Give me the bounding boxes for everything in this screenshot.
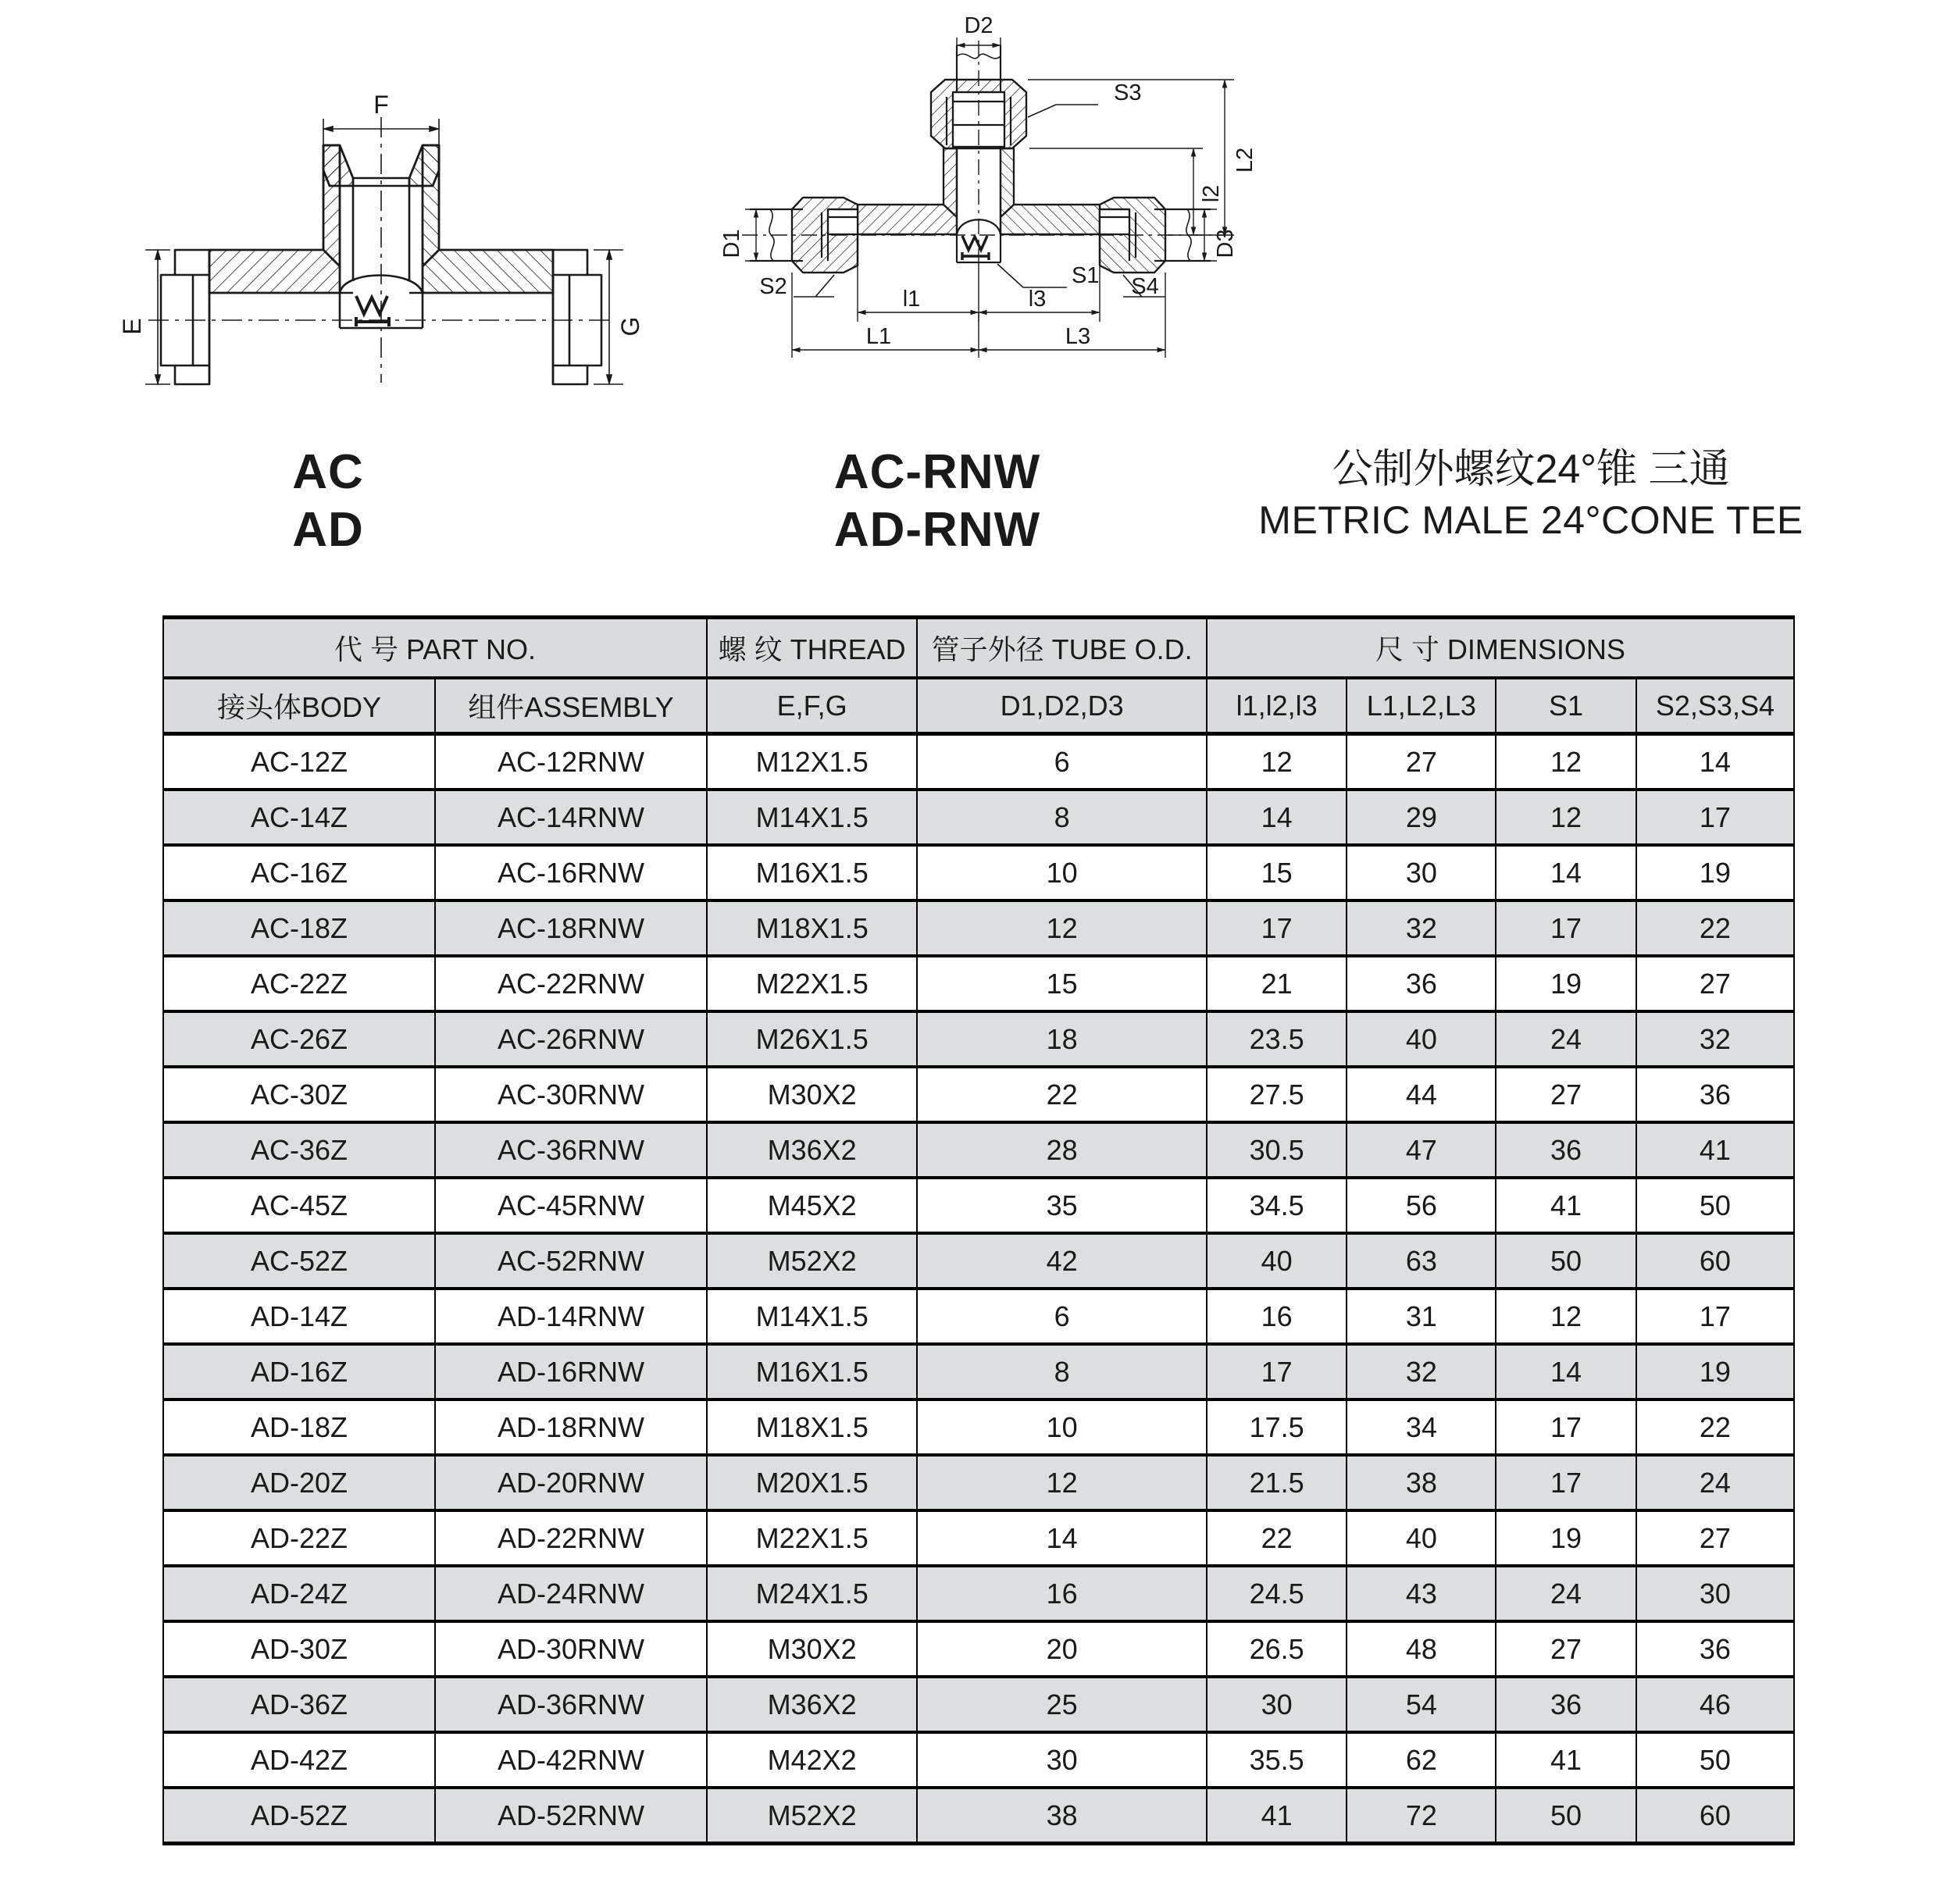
cell-s234: 17 (1636, 790, 1794, 845)
table-row (163, 956, 1794, 1011)
col-header-L1L2L3: L1,L2,L3 (1347, 678, 1496, 734)
cell-l-small: 15 (1207, 845, 1347, 900)
cell-tube-od: 10 (917, 1399, 1206, 1455)
cell-s1: 41 (1496, 1732, 1636, 1788)
cell-l-small: 24.5 (1207, 1566, 1347, 1621)
cell-thread: M52X2 (707, 1788, 917, 1844)
spec-table-body (163, 734, 1794, 1844)
spec-table-head (163, 618, 1794, 734)
col-header-efg: E,F,G (707, 678, 917, 734)
cell-l-small: 34.5 (1207, 1178, 1347, 1233)
cell-s234: 36 (1636, 1621, 1794, 1677)
cell-assembly: AC-12RNW (435, 734, 707, 790)
cell-l-big: 48 (1347, 1621, 1496, 1677)
cell-assembly: AD-30RNW (435, 1621, 707, 1677)
col-header-l1l2l3-small: l1,l2,l3 (1207, 678, 1347, 734)
column-header-row (163, 678, 1794, 734)
cell-tube-od: 6 (917, 1289, 1206, 1344)
table-row (163, 1788, 1794, 1844)
cell-body: AC-36Z (163, 1122, 435, 1178)
cell-s234: 22 (1636, 900, 1794, 956)
cell-l-big: 34 (1347, 1399, 1496, 1455)
cell-body: AD-30Z (163, 1621, 435, 1677)
cell-s1: 17 (1496, 1455, 1636, 1510)
cell-l-big: 47 (1347, 1122, 1496, 1178)
cell-body: AD-24Z (163, 1566, 435, 1621)
cell-assembly: AD-36RNW (435, 1677, 707, 1732)
cell-tube-od: 35 (917, 1178, 1206, 1233)
group-header-tube-od: 管子外径 TUBE O.D. (917, 618, 1206, 679)
cell-s1: 50 (1496, 1233, 1636, 1289)
cell-l-small: 27.5 (1207, 1067, 1347, 1122)
cell-s1: 50 (1496, 1788, 1636, 1844)
cell-body: AC-52Z (163, 1233, 435, 1289)
col-header-s2s3s4: S2,S3,S4 (1636, 678, 1794, 734)
cell-assembly: AC-52RNW (435, 1233, 707, 1289)
cell-s1: 12 (1496, 1289, 1636, 1344)
cell-thread: M36X2 (707, 1122, 917, 1178)
cell-l-big: 38 (1347, 1455, 1496, 1510)
cell-l-small: 40 (1207, 1233, 1347, 1289)
cell-l-big: 63 (1347, 1233, 1496, 1289)
group-header-dimensions: 尺 寸 DIMENSIONS (1207, 618, 1794, 679)
product-title (1218, 444, 1843, 545)
table-row (163, 1289, 1794, 1344)
cell-body: AC-26Z (163, 1011, 435, 1067)
cell-thread: M18X1.5 (707, 1399, 917, 1455)
cell-thread: M14X1.5 (707, 1289, 917, 1344)
cell-l-small: 17.5 (1207, 1399, 1347, 1455)
cell-l-small: 21 (1207, 956, 1347, 1011)
cell-s234: 41 (1636, 1122, 1794, 1178)
dim-label-s4: S4 (1131, 274, 1159, 299)
cell-l-big: 43 (1347, 1566, 1496, 1621)
table-row (163, 1677, 1794, 1732)
drawing-ac-ad-body (117, 0, 680, 437)
cell-l-small: 21.5 (1207, 1455, 1347, 1510)
cell-body: AC-22Z (163, 956, 435, 1011)
cell-s234: 17 (1636, 1289, 1794, 1344)
cell-assembly: AD-20RNW (435, 1455, 707, 1510)
cell-thread: M42X2 (707, 1732, 917, 1788)
cell-body: AD-22Z (163, 1510, 435, 1566)
table-row (163, 790, 1794, 845)
cell-l-small: 30.5 (1207, 1122, 1347, 1178)
cell-l-big: 54 (1347, 1677, 1496, 1732)
cell-s1: 36 (1496, 1677, 1636, 1732)
dim-label-g: G (616, 316, 644, 337)
cell-l-big: 30 (1347, 845, 1496, 900)
cell-assembly: AD-14RNW (435, 1289, 707, 1344)
cell-s1: 19 (1496, 956, 1636, 1011)
cell-l-big: 32 (1347, 1344, 1496, 1399)
technical-drawings (0, 0, 1937, 437)
cell-l-big: 40 (1347, 1011, 1496, 1067)
dim-label-l3: l3 (1028, 287, 1047, 312)
table-row (163, 1011, 1794, 1067)
table-row (163, 1233, 1794, 1289)
cell-thread: M30X2 (707, 1067, 917, 1122)
cell-tube-od: 12 (917, 1455, 1206, 1510)
dim-label-L3: L3 (1065, 324, 1091, 349)
cell-assembly: AC-36RNW (435, 1122, 707, 1178)
spec-table (162, 615, 1795, 1845)
dim-label-l2: l2 (1199, 184, 1224, 203)
cell-thread: M20X1.5 (707, 1455, 917, 1510)
cell-assembly: AC-18RNW (435, 900, 707, 956)
table-row (163, 1344, 1794, 1399)
cell-thread: M16X1.5 (707, 845, 917, 900)
cell-body: AD-14Z (163, 1289, 435, 1344)
cell-s234: 14 (1636, 734, 1794, 790)
cell-body: AC-12Z (163, 734, 435, 790)
group-header-thread: 螺 纹 THREAD (707, 618, 917, 679)
cell-tube-od: 30 (917, 1732, 1206, 1788)
cell-s1: 36 (1496, 1122, 1636, 1178)
cell-thread: M22X1.5 (707, 1510, 917, 1566)
cell-thread: M45X2 (707, 1178, 917, 1233)
cell-body: AD-18Z (163, 1399, 435, 1455)
cell-assembly: AD-42RNW (435, 1732, 707, 1788)
cell-tube-od: 10 (917, 845, 1206, 900)
caption-ad-rnw: AD-RNW (833, 503, 1041, 557)
product-title-en: METRIC MALE 24°CONE TEE (1258, 498, 1803, 542)
cell-s1: 27 (1496, 1067, 1636, 1122)
caption-ad: AD (292, 503, 364, 557)
cell-tube-od: 22 (917, 1067, 1206, 1122)
cell-l-big: 44 (1347, 1067, 1496, 1122)
product-title-cn: 公制外螺纹24°锥 三通 (1332, 447, 1730, 492)
cell-tube-od: 25 (917, 1677, 1206, 1732)
cell-assembly: AD-22RNW (435, 1510, 707, 1566)
cell-s234: 30 (1636, 1566, 1794, 1621)
cell-l-big: 32 (1347, 900, 1496, 956)
cell-tube-od: 8 (917, 1344, 1206, 1399)
cell-assembly: AC-30RNW (435, 1067, 707, 1122)
cell-s234: 60 (1636, 1233, 1794, 1289)
cell-tube-od: 6 (917, 734, 1206, 790)
table-row (163, 1566, 1794, 1621)
cell-body: AD-20Z (163, 1455, 435, 1510)
cell-s234: 27 (1636, 956, 1794, 1011)
cell-l-big: 29 (1347, 790, 1496, 845)
cell-s234: 24 (1636, 1455, 1794, 1510)
cell-body: AC-45Z (163, 1178, 435, 1233)
table-row (163, 1178, 1794, 1233)
cell-assembly: AD-16RNW (435, 1344, 707, 1399)
cell-thread: M14X1.5 (707, 790, 917, 845)
cell-l-small: 17 (1207, 1344, 1347, 1399)
cell-s234: 19 (1636, 1344, 1794, 1399)
cell-l-big: 36 (1347, 956, 1496, 1011)
cell-body: AC-16Z (163, 845, 435, 900)
cell-l-big: 27 (1347, 734, 1496, 790)
cell-assembly: AC-16RNW (435, 845, 707, 900)
cell-assembly: AC-45RNW (435, 1178, 707, 1233)
cell-s1: 14 (1496, 1344, 1636, 1399)
cell-s1: 27 (1496, 1621, 1636, 1677)
cell-tube-od: 14 (917, 1510, 1206, 1566)
cell-s1: 41 (1496, 1178, 1636, 1233)
cell-l-small: 17 (1207, 900, 1347, 956)
cell-body: AD-52Z (163, 1788, 435, 1844)
dim-label-d1: D1 (719, 229, 744, 259)
dim-label-l1: l1 (902, 287, 921, 312)
cell-l-small: 22 (1207, 1510, 1347, 1566)
drawing-rnw-svg (719, 0, 1265, 437)
cell-tube-od: 28 (917, 1122, 1206, 1178)
cell-l-big: 72 (1347, 1788, 1496, 1844)
cell-tube-od: 8 (917, 790, 1206, 845)
cell-body: AC-14Z (163, 790, 435, 845)
dim-label-s1: S1 (1072, 263, 1100, 288)
group-header-part-no: 代 号 PART NO. (163, 618, 707, 679)
table-row (163, 1510, 1794, 1566)
cell-tube-od: 42 (917, 1233, 1206, 1289)
cell-l-big: 40 (1347, 1510, 1496, 1566)
cell-tube-od: 38 (917, 1788, 1206, 1844)
cell-l-small: 41 (1207, 1788, 1347, 1844)
cell-tube-od: 20 (917, 1621, 1206, 1677)
cell-thread: M12X1.5 (707, 734, 917, 790)
cell-tube-od: 16 (917, 1566, 1206, 1621)
drawing-ac-ad-rnw-assembly (719, 0, 1265, 437)
cell-thread: M18X1.5 (707, 900, 917, 956)
cell-s234: 22 (1636, 1399, 1794, 1455)
table-row (163, 734, 1794, 790)
dim-label-L2: L2 (1232, 147, 1257, 173)
cell-thread: M26X1.5 (707, 1011, 917, 1067)
cell-thread: M30X2 (707, 1621, 917, 1677)
caption-body-codes (211, 444, 445, 559)
cell-s1: 12 (1496, 790, 1636, 845)
caption-row (0, 437, 1937, 594)
table-row (163, 1067, 1794, 1122)
brand-mark-icon (356, 296, 389, 326)
cell-l-small: 35.5 (1207, 1732, 1347, 1788)
dim-label-d3: D3 (1213, 229, 1238, 259)
cell-body: AD-42Z (163, 1732, 435, 1788)
dim-label-e: E (118, 318, 146, 335)
cell-tube-od: 12 (917, 900, 1206, 956)
cell-thread: M22X1.5 (707, 956, 917, 1011)
cell-l-big: 56 (1347, 1178, 1496, 1233)
group-header-row (163, 618, 1794, 679)
cell-s234: 46 (1636, 1677, 1794, 1732)
cell-body: AC-30Z (163, 1067, 435, 1122)
dim-label-L1: L1 (865, 324, 892, 349)
cell-body: AD-36Z (163, 1677, 435, 1732)
cell-assembly: AC-14RNW (435, 790, 707, 845)
cell-thread: M16X1.5 (707, 1344, 917, 1399)
dim-label-d2: D2 (964, 13, 993, 38)
cell-s1: 14 (1496, 845, 1636, 900)
drawing-ac-ad-svg (117, 0, 680, 437)
table-row (163, 1399, 1794, 1455)
cell-s1: 24 (1496, 1011, 1636, 1067)
cell-assembly: AD-24RNW (435, 1566, 707, 1621)
col-header-assembly: 组件ASSEMBLY (435, 678, 707, 734)
cell-l-small: 14 (1207, 790, 1347, 845)
dim-label-s2: S2 (759, 274, 787, 299)
table-row (163, 1621, 1794, 1677)
dim-label-f: F (373, 91, 389, 119)
cell-s234: 19 (1636, 845, 1794, 900)
cell-l-small: 12 (1207, 734, 1347, 790)
brand-mark-icon-2 (962, 236, 989, 260)
cell-assembly: AC-22RNW (435, 956, 707, 1011)
cell-thread: M24X1.5 (707, 1566, 917, 1621)
cell-assembly: AD-18RNW (435, 1399, 707, 1455)
cell-assembly: AC-26RNW (435, 1011, 707, 1067)
cell-body: AD-16Z (163, 1344, 435, 1399)
cell-s1: 24 (1496, 1566, 1636, 1621)
caption-ac-rnw: AC-RNW (833, 445, 1041, 499)
cell-s234: 60 (1636, 1788, 1794, 1844)
col-header-body: 接头体BODY (163, 678, 435, 734)
cell-body: AC-18Z (163, 900, 435, 956)
cell-tube-od: 18 (917, 1011, 1206, 1067)
table-row (163, 900, 1794, 956)
table-row (163, 845, 1794, 900)
cell-s1: 19 (1496, 1510, 1636, 1566)
cell-s1: 17 (1496, 1399, 1636, 1455)
spec-table-wrapper (162, 615, 1795, 1845)
cell-l-small: 16 (1207, 1289, 1347, 1344)
cell-l-big: 62 (1347, 1732, 1496, 1788)
cell-s234: 50 (1636, 1178, 1794, 1233)
cell-s234: 32 (1636, 1011, 1794, 1067)
cell-thread: M52X2 (707, 1233, 917, 1289)
dim-label-s3: S3 (1114, 80, 1142, 105)
table-row (163, 1732, 1794, 1788)
cell-s234: 36 (1636, 1067, 1794, 1122)
cell-tube-od: 15 (917, 956, 1206, 1011)
cell-assembly: AD-52RNW (435, 1788, 707, 1844)
cell-s1: 12 (1496, 734, 1636, 790)
col-header-s1: S1 (1496, 678, 1636, 734)
table-row (163, 1122, 1794, 1178)
cell-thread: M36X2 (707, 1677, 917, 1732)
col-header-d1d2d3: D1,D2,D3 (917, 678, 1206, 734)
cell-s234: 50 (1636, 1732, 1794, 1788)
cell-l-small: 23.5 (1207, 1011, 1347, 1067)
cell-l-big: 31 (1347, 1289, 1496, 1344)
cell-l-small: 30 (1207, 1677, 1347, 1732)
table-row (163, 1455, 1794, 1510)
cell-s1: 17 (1496, 900, 1636, 956)
cell-l-small: 26.5 (1207, 1621, 1347, 1677)
caption-ac: AC (292, 445, 364, 499)
cell-s234: 27 (1636, 1510, 1794, 1566)
caption-assembly-codes (765, 444, 1109, 559)
